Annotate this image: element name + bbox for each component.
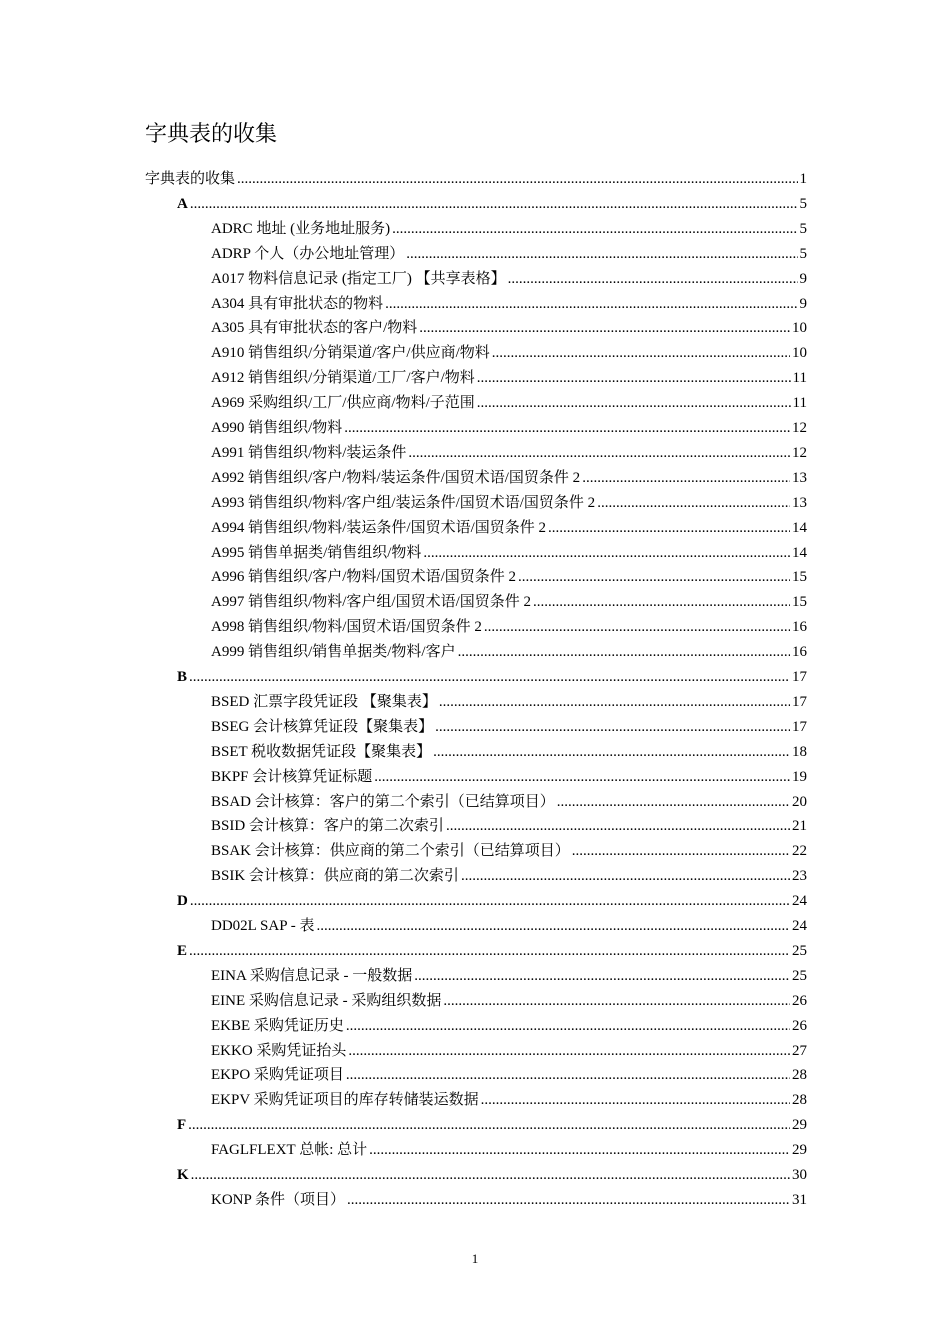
toc-entry[interactable]: [211, 392, 807, 414]
toc-dot-leader: [423, 542, 790, 564]
toc-entry-page-number: 9: [799, 271, 807, 287]
toc-entry[interactable]: [211, 566, 807, 588]
toc-dot-leader: [316, 915, 790, 937]
toc-section-entry[interactable]: [177, 193, 807, 215]
page-number: 1: [471, 1251, 479, 1266]
toc-entry-page-number: 24: [792, 893, 807, 909]
toc-entry-page-number: 5: [799, 221, 807, 237]
toc-entry-label: BSAK 会计核算：供应商的第二个索引（已结算项目）: [211, 843, 570, 859]
toc-entry-label: B: [177, 669, 188, 685]
toc-dot-leader: [572, 840, 790, 862]
toc-entry-label: BSET 税收数据凭证段【聚集表】: [211, 744, 432, 760]
toc-entry-page-number: 25: [792, 968, 807, 984]
toc-dot-leader: [518, 566, 790, 588]
toc-dot-leader: [374, 766, 790, 788]
toc-entry-label: A305 具有审批状态的客户/物料: [211, 320, 418, 336]
toc-entry-label: BSAD 会计核算：客户的第二个索引（已结算项目）: [211, 794, 555, 810]
toc-entry-label: A993 销售组织/物料/客户组/装运条件/国贸术语/国贸条件 2: [211, 495, 596, 511]
toc-entry[interactable]: [211, 990, 807, 1012]
toc-entry[interactable]: [211, 1189, 807, 1211]
toc-dot-leader: [385, 293, 797, 315]
toc-entry[interactable]: [211, 865, 807, 887]
toc-entry-label: A992 销售组织/客户/物料/装运条件/国贸术语/国贸条件 2: [211, 470, 581, 486]
toc-dot-leader: [548, 517, 790, 539]
toc-entry-page-number: 12: [792, 420, 807, 436]
toc-entry-page-number: 10: [792, 345, 807, 361]
toc-dot-leader: [481, 1089, 790, 1111]
toc-entry-label: A997 销售组织/物料/客户组/国贸术语/国贸条件 2: [211, 594, 532, 610]
toc-entry-label: BSEG 会计核算凭证段【聚集表】: [211, 719, 434, 735]
toc-entry-label: BKPF 会计核算凭证标题: [211, 769, 373, 785]
toc-dot-leader: [344, 417, 790, 439]
toc-entry-page-number: 13: [792, 495, 807, 511]
toc-entry-label: A995 销售单据类/销售组织/物料: [211, 545, 422, 561]
toc-entry-label: A910 销售组织/分销渠道/客户/供应商/物料: [211, 345, 490, 361]
toc-dot-leader: [348, 1040, 790, 1062]
toc-entry-label: ADRP 个人（办公地址管理）: [211, 246, 405, 262]
toc-dot-leader: [458, 641, 790, 663]
toc-entry[interactable]: [211, 367, 807, 389]
toc-entry-page-number: 24: [792, 918, 807, 934]
toc-section-entry[interactable]: [177, 1164, 807, 1186]
toc-entry-page-number: 26: [792, 993, 807, 1009]
toc-entry-page-number: 13: [792, 470, 807, 486]
toc-entry[interactable]: [211, 641, 807, 663]
toc-entry[interactable]: [211, 815, 807, 837]
toc-entry-label: EKPO 采购凭证项目: [211, 1067, 344, 1083]
toc-entry[interactable]: [211, 218, 807, 240]
toc-dot-leader: [492, 342, 790, 364]
toc-dot-leader: [477, 392, 791, 414]
toc-entry-label: E: [177, 943, 188, 959]
toc-dot-leader: [189, 666, 790, 688]
toc-dot-leader: [408, 442, 790, 464]
toc-dot-leader: [189, 940, 790, 962]
toc-section-entry[interactable]: [177, 666, 807, 688]
toc-entry-page-number: 25: [792, 943, 807, 959]
toc-entry[interactable]: [211, 1089, 807, 1111]
toc-entry-label: A990 销售组织/物料: [211, 420, 343, 436]
toc-entry-page-number: 17: [792, 719, 807, 735]
toc-dot-leader: [435, 716, 790, 738]
toc-entry-page-number: 15: [792, 594, 807, 610]
toc-entry-label: F: [177, 1117, 187, 1133]
toc-dot-leader: [484, 616, 790, 638]
toc-entry-page-number: 18: [792, 744, 807, 760]
toc-dot-leader: [433, 741, 790, 763]
toc-entry-page-number: 5: [799, 246, 807, 262]
toc-entry-page-number: 27: [792, 1043, 807, 1059]
toc-entry-label: FAGLFLEXT 总帐: 总计: [211, 1142, 368, 1158]
toc-entry-page-number: 10: [792, 320, 807, 336]
toc-entry-page-number: 14: [792, 520, 807, 536]
toc-entry[interactable]: [211, 1064, 807, 1086]
toc-entry[interactable]: [211, 616, 807, 638]
toc-entry-label: A912 销售组织/分销渠道/工厂/客户/物料: [211, 370, 475, 386]
toc-dot-leader: [188, 1114, 790, 1136]
toc-dot-leader: [346, 1064, 790, 1086]
toc-entry-label: A304 具有审批状态的物料: [211, 296, 384, 312]
toc-entry-page-number: 30: [792, 1167, 807, 1183]
toc-entry-label: A999 销售组织/销售单据类/物料/客户: [211, 644, 456, 660]
toc-entry-label: EKPV 采购凭证项目的库存转储装运数据: [211, 1092, 479, 1108]
toc-entry-label: 字典表的收集: [145, 171, 236, 187]
toc-entry[interactable]: [211, 915, 807, 937]
toc-entry-label: K: [177, 1167, 189, 1183]
toc-entry-page-number: 16: [792, 619, 807, 635]
toc-entry[interactable]: [211, 243, 807, 265]
toc-entry[interactable]: [211, 691, 807, 713]
toc-dot-leader: [597, 492, 790, 514]
toc-entry-page-number: 22: [792, 843, 807, 859]
toc-entry-page-number: 11: [792, 370, 807, 386]
toc-entry[interactable]: [211, 442, 807, 464]
toc-entry[interactable]: [211, 492, 807, 514]
toc-entry-label: EINA 采购信息记录 - 一般数据: [211, 968, 413, 984]
toc-entry-label: EKBE 采购凭证历史: [211, 1018, 344, 1034]
toc-entry-page-number: 1: [799, 171, 807, 187]
toc-entry[interactable]: [211, 741, 807, 763]
toc-dot-leader: [508, 268, 798, 290]
toc-entry-page-number: 17: [792, 669, 807, 685]
toc-entry-label: EKKO 采购凭证抬头: [211, 1043, 347, 1059]
toc-entry-label: A996 销售组织/客户/物料/国贸术语/国贸条件 2: [211, 569, 517, 585]
toc-dot-leader: [406, 243, 797, 265]
toc-dot-leader: [392, 218, 797, 240]
toc-entry-page-number: 11: [792, 395, 807, 411]
toc-dot-leader: [191, 1164, 790, 1186]
toc-entry[interactable]: [211, 965, 807, 987]
toc-dot-leader: [237, 168, 797, 190]
toc-entry[interactable]: [211, 342, 807, 364]
toc-dot-leader: [461, 865, 790, 887]
toc-entry-label: KONP 条件（项目）: [211, 1192, 346, 1208]
toc-dot-leader: [346, 1015, 790, 1037]
toc-dot-leader: [443, 990, 790, 1012]
toc-entry-label: A: [177, 196, 188, 212]
toc-dot-leader: [582, 467, 790, 489]
toc-entry[interactable]: [211, 268, 807, 290]
toc-entry-page-number: 31: [792, 1192, 807, 1208]
toc-entry-page-number: 9: [799, 296, 807, 312]
toc-section-entry[interactable]: [177, 940, 807, 962]
toc-entry-page-number: 28: [792, 1067, 807, 1083]
toc-entry-page-number: 29: [792, 1142, 807, 1158]
toc-dot-leader: [419, 317, 790, 339]
toc-entry-label: DD02L SAP - 表: [211, 918, 315, 934]
toc-dot-leader: [347, 1189, 790, 1211]
toc-entry[interactable]: [211, 716, 807, 738]
toc-entry-page-number: 12: [792, 445, 807, 461]
toc-entry-label: A994 销售组织/物料/装运条件/国贸术语/国贸条件 2: [211, 520, 547, 536]
toc-entry[interactable]: [211, 517, 807, 539]
toc-entry-page-number: 17: [792, 694, 807, 710]
toc-entry-page-number: 16: [792, 644, 807, 660]
toc-entry[interactable]: [211, 840, 807, 862]
document-title: 字典表的收集: [145, 121, 278, 146]
toc-entry-page-number: 14: [792, 545, 807, 561]
toc-entry[interactable]: [211, 791, 807, 813]
toc-entry-label: BSIK 会计核算：供应商的第二次索引: [211, 868, 459, 884]
toc-entry[interactable]: [211, 1040, 807, 1062]
toc-entry-label: BSID 会计核算：客户的第二次索引: [211, 818, 444, 834]
toc-entry[interactable]: [145, 168, 807, 190]
toc-entry-page-number: 5: [799, 196, 807, 212]
toc-entry[interactable]: [211, 293, 807, 315]
toc-entry-page-number: 15: [792, 569, 807, 585]
toc-entry-label: D: [177, 893, 188, 909]
toc-dot-leader: [557, 791, 790, 813]
toc-entry[interactable]: [211, 467, 807, 489]
toc-entry[interactable]: [211, 1139, 807, 1161]
toc-section-entry[interactable]: [177, 890, 807, 912]
toc-entry[interactable]: [211, 1015, 807, 1037]
toc-entry-label: A991 销售组织/物料/装运条件: [211, 445, 407, 461]
toc-entry-page-number: 19: [792, 769, 807, 785]
toc-entry-label: ADRC 地址 (业务地址服务): [211, 221, 391, 237]
toc-entry-label: A969 采购组织/工厂/供应商/物料/子范围: [211, 395, 475, 411]
toc-dot-leader: [190, 193, 798, 215]
toc-dot-leader: [414, 965, 790, 987]
toc-entry-label: EINE 采购信息记录 - 采购组织数据: [211, 993, 442, 1009]
toc-section-entry[interactable]: [177, 1114, 807, 1136]
toc-entry[interactable]: [211, 766, 807, 788]
toc-entry[interactable]: [211, 317, 807, 339]
toc-dot-leader: [477, 367, 791, 389]
toc-entry-label: A998 销售组织/物料/国贸术语/国贸条件 2: [211, 619, 482, 635]
toc-dot-leader: [533, 591, 790, 613]
toc-entry-page-number: 26: [792, 1018, 807, 1034]
toc-entry-page-number: 21: [792, 818, 807, 834]
toc-entry-page-number: 29: [792, 1117, 807, 1133]
toc-entry[interactable]: [211, 417, 807, 439]
toc-entry-label: A017 物料信息记录 (指定工厂) 【共享表格】: [211, 271, 506, 287]
toc-dot-leader: [439, 691, 790, 713]
toc-entry-page-number: 23: [792, 868, 807, 884]
toc-entry[interactable]: [211, 591, 807, 613]
toc-dot-leader: [446, 815, 790, 837]
toc-entry-page-number: 28: [792, 1092, 807, 1108]
toc-entry-label: BSED 汇票字段凭证段 【聚集表】: [211, 694, 437, 710]
toc-entry-page-number: 20: [792, 794, 807, 810]
toc-dot-leader: [369, 1139, 790, 1161]
toc-dot-leader: [190, 890, 790, 912]
toc-entry[interactable]: [211, 542, 807, 564]
